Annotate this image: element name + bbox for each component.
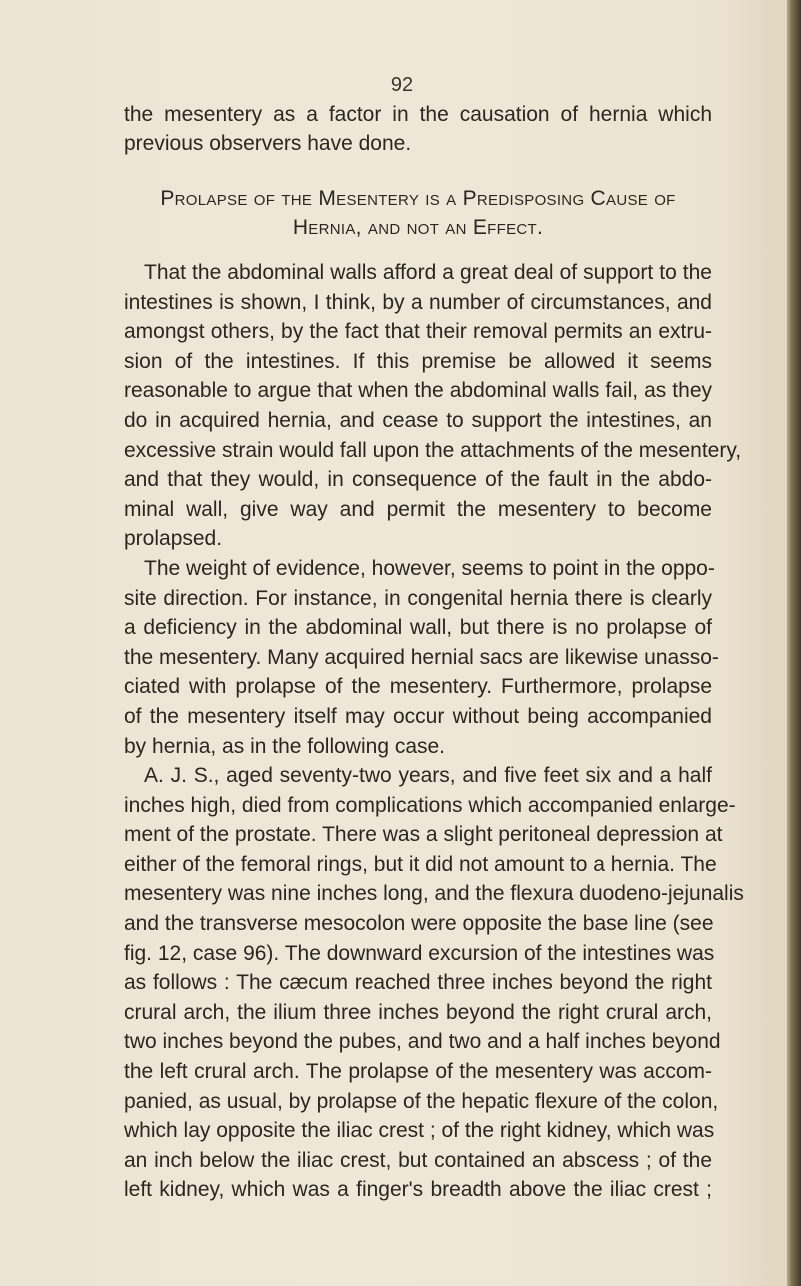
text-line: the left crural arch. The prolapse of the mesentery was accom-: [124, 1060, 712, 1084]
opening-paragraph: [124, 100, 712, 158]
text-line: an inch below the iliac crest, but contained an abscess ; of the: [124, 1148, 712, 1172]
text-line: as follows : The cæcum reached three inches beyond the right: [124, 971, 712, 995]
paragraph: [124, 258, 742, 554]
text-line: amongst others, by the fact that their removal permits an extru-: [124, 320, 712, 344]
text-line: That the abdominal walls afford a great deal of support to the: [144, 261, 712, 284]
text-line: left kidney, which was a finger's breadth above the iliac crest ;: [124, 1178, 712, 1202]
text-line: intestines is shown, I think, by a number of circumstances, and: [124, 290, 712, 314]
paragraph: [124, 554, 719, 761]
text-line: minal wall, give way and permit the mesentery to become: [124, 497, 712, 521]
heading-line: Prolapse of the Mesentery is a Predisposing Cause of: [160, 187, 676, 210]
text-line: do in acquired hernia, and cease to support the intestines, an: [124, 408, 712, 432]
text-line: sion of the intestines. If this premise be allowed it seems: [124, 349, 712, 373]
page-spine-edge: [787, 0, 801, 1286]
text-line: excessive strain would fall upon the attachments of the mesentery,: [124, 438, 742, 462]
text-line: mesentery was nine inches long, and the flexura duodeno-jejunalis: [124, 882, 744, 906]
body-text: [124, 258, 744, 1205]
text-line: a deficiency in the abdominal wall, but there is no prolapse of: [124, 616, 712, 640]
text-line: and the transverse mesocolon were opposite the base line (see: [124, 912, 714, 936]
text-line: fig. 12, case 96). The downward excursion of the intestines was: [124, 941, 715, 965]
text-line: two inches beyond the pubes, and two and a half inches beyond: [124, 1030, 721, 1054]
text-line: ment of the prostate. There was a slight peritoneal depression at: [124, 823, 723, 847]
text-line: by hernia, as in the following case.: [124, 734, 446, 758]
text-line: site direction. For instance, in congenital hernia there is clearly: [124, 586, 712, 610]
text-line: which lay opposite the iliac crest ; of the right kidney, which was: [124, 1119, 715, 1143]
page-content: [124, 100, 744, 1205]
text-line: the mesentery as a factor in the causation of hernia which: [124, 103, 712, 126]
text-line: prolapsed.: [124, 527, 223, 551]
text-line: the mesentery. Many acquired hernial sacs are likewise unasso-: [124, 645, 719, 669]
text-line: A. J. S., aged seventy-two years, and five feet six and a half: [144, 764, 712, 788]
text-line: and that they would, in consequence of the fault in the abdo-: [124, 468, 712, 492]
paragraph: [124, 761, 744, 1205]
section-heading: [124, 184, 712, 242]
page-number: 92: [390, 74, 414, 96]
text-line: either of the femoral rings, but it did not amount to a hernia. The: [124, 852, 717, 876]
text-line: The weight of evidence, however, seems to point in the oppo-: [144, 556, 715, 580]
text-line: previous observers have done.: [124, 132, 412, 155]
heading-line: Hernia, and not an Effect.: [292, 216, 544, 239]
text-line: inches high, died from complications which accompanied enlarge-: [124, 793, 736, 817]
text-line: of the mesentery itself may occur without being accompanied: [124, 704, 712, 728]
text-line: reasonable to argue that when the abdominal walls fail, as they: [124, 379, 712, 403]
text-line: crural arch, the ilium three inches beyond the right crural arch,: [124, 1000, 712, 1024]
text-line: panied, as usual, by prolapse of the hepatic flexure of the colon,: [124, 1089, 719, 1113]
text-line: ciated with prolapse of the mesentery. Furthermore, prolapse: [124, 675, 712, 699]
